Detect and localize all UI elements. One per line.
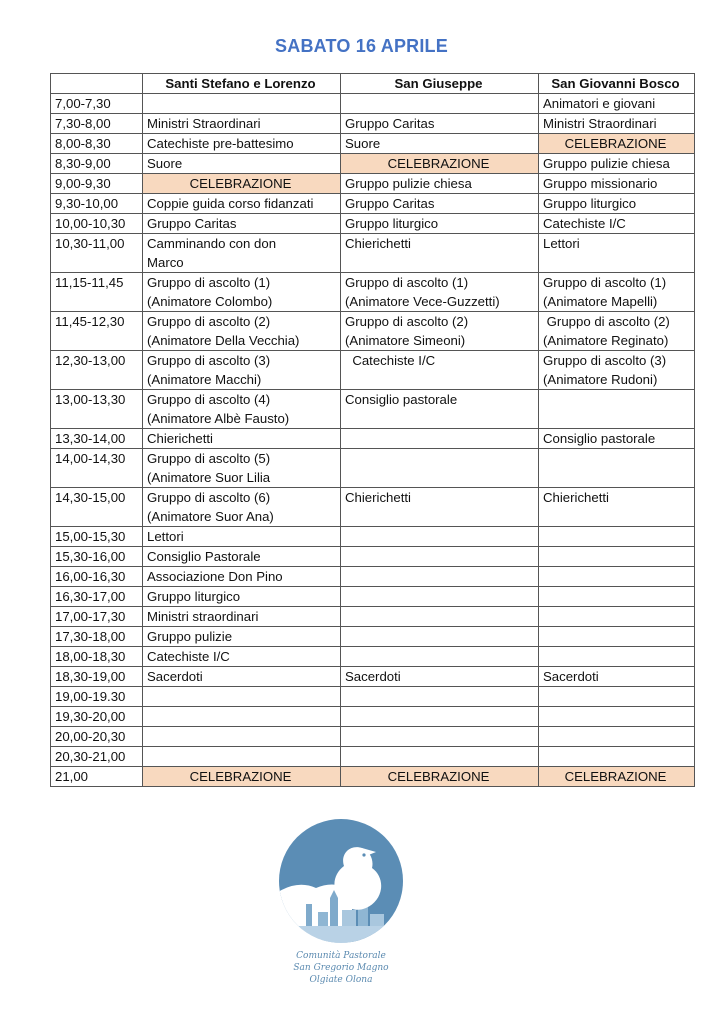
table-row: [51, 767, 695, 787]
schedule-cell: CELEBRAZIONE: [341, 767, 539, 787]
table-row: [51, 527, 695, 547]
schedule-cell: [539, 449, 695, 488]
time-slot: 18,30-19,00: [51, 667, 143, 687]
time-slot: 16,30-17,00: [51, 587, 143, 607]
schedule-cell: [143, 94, 341, 114]
time-slot: 17,30-18,00: [51, 627, 143, 647]
time-slot: 7,00-7,30: [51, 94, 143, 114]
schedule-cell: Gruppo Caritas: [341, 194, 539, 214]
time-slot: 10,30-11,00: [51, 234, 143, 273]
schedule-cell: [341, 587, 539, 607]
time-slot: 20,30-21,00: [51, 747, 143, 767]
time-slot: 19,30-20,00: [51, 707, 143, 727]
time-slot: 7,30-8,00: [51, 114, 143, 134]
page-title: SABATO 16 APRILE: [275, 36, 448, 56]
schedule-body: [51, 94, 695, 787]
time-slot: 11,45-12,30: [51, 312, 143, 351]
table-row: [51, 429, 695, 449]
schedule-cell: Gruppo di ascolto (4) (Animatore Albè Fausto): [143, 390, 341, 429]
time-slot: 16,00-16,30: [51, 567, 143, 587]
header-row: [51, 74, 695, 94]
schedule-cell: Sacerdoti: [143, 667, 341, 687]
schedule-cell: [341, 647, 539, 667]
table-row: [51, 154, 695, 174]
schedule-cell: CELEBRAZIONE: [143, 767, 341, 787]
schedule-cell: [539, 547, 695, 567]
schedule-cell: Suore: [143, 154, 341, 174]
schedule-cell: [341, 687, 539, 707]
time-slot: 8,00-8,30: [51, 134, 143, 154]
time-slot: 12,30-13,00: [51, 351, 143, 390]
table-row: [51, 547, 695, 567]
schedule-cell: [341, 527, 539, 547]
time-slot: 14,00-14,30: [51, 449, 143, 488]
schedule-cell: Ministri straordinari: [143, 607, 341, 627]
table-row: [51, 312, 695, 351]
header-san-giovanni-bosco: San Giovanni Bosco: [539, 74, 695, 94]
schedule-cell: Consiglio Pastorale: [143, 547, 341, 567]
time-slot: 15,00-15,30: [51, 527, 143, 547]
schedule-cell: [539, 587, 695, 607]
schedule-cell: Gruppo liturgico: [143, 587, 341, 607]
time-slot: 17,00-17,30: [51, 607, 143, 627]
schedule-cell: Chierichetti: [143, 429, 341, 449]
schedule-cell: [539, 747, 695, 767]
time-slot: 15,30-16,00: [51, 547, 143, 567]
schedule-cell: Gruppo missionario: [539, 174, 695, 194]
schedule-cell: [539, 607, 695, 627]
table-row: [51, 351, 695, 390]
table-row: [51, 647, 695, 667]
schedule-cell: Animatori e giovani: [539, 94, 695, 114]
schedule-cell: Ministri Straordinari: [143, 114, 341, 134]
table-row: [51, 449, 695, 488]
table-row: [51, 667, 695, 687]
table-row: [51, 747, 695, 767]
schedule-cell: Gruppo liturgico: [539, 194, 695, 214]
table-row: [51, 234, 695, 273]
logo-line-town: Olgiate Olona: [309, 975, 373, 985]
table-row: [51, 174, 695, 194]
schedule-cell: [539, 527, 695, 547]
schedule-table: [50, 73, 695, 787]
schedule-cell: Consiglio pastorale: [539, 429, 695, 449]
table-row: [51, 587, 695, 607]
time-slot: 9,30-10,00: [51, 194, 143, 214]
schedule-cell: Chierichetti: [539, 488, 695, 527]
logo-caption: [270, 950, 412, 986]
schedule-cell: Gruppo pulizie: [143, 627, 341, 647]
schedule-cell: Gruppo Caritas: [341, 114, 539, 134]
schedule-cell: Catechiste I/C: [341, 351, 539, 390]
schedule-cell: [341, 547, 539, 567]
schedule-cell: [341, 747, 539, 767]
schedule-cell: Chierichetti: [341, 234, 539, 273]
schedule-cell: Gruppo Caritas: [143, 214, 341, 234]
time-slot: 21,00: [51, 767, 143, 787]
schedule-cell: [341, 449, 539, 488]
schedule-cell: Gruppo di ascolto (1) (Animatore Mapelli): [539, 273, 695, 312]
header-santi-stefano-lorenzo: Santi Stefano e Lorenzo: [143, 74, 341, 94]
time-slot: 13,30-14,00: [51, 429, 143, 449]
schedule-cell: Gruppo di ascolto (6) (Animatore Suor Ana): [143, 488, 341, 527]
schedule-cell: Gruppo di ascolto (3) (Animatore Macchi): [143, 351, 341, 390]
table-row: [51, 627, 695, 647]
schedule-cell: Catechiste pre-battesimo: [143, 134, 341, 154]
schedule-cell: [539, 567, 695, 587]
table-row: [51, 194, 695, 214]
schedule-cell: Camminando con don Marco: [143, 234, 341, 273]
table-row: [51, 727, 695, 747]
schedule-cell: Lettori: [143, 527, 341, 547]
header-time: [51, 74, 143, 94]
schedule-cell: [539, 707, 695, 727]
schedule-cell: [341, 727, 539, 747]
schedule-cell: Gruppo di ascolto (1) (Animatore Vece-Guzzetti): [341, 273, 539, 312]
table-row: [51, 94, 695, 114]
schedule-cell: CELEBRAZIONE: [341, 154, 539, 174]
schedule-cell: [539, 627, 695, 647]
schedule-cell: Coppie guida corso fidanzati: [143, 194, 341, 214]
table-row: [51, 214, 695, 234]
schedule-header: [51, 74, 695, 94]
schedule-cell: [341, 567, 539, 587]
table-row: [51, 687, 695, 707]
header-san-giuseppe: San Giuseppe: [341, 74, 539, 94]
schedule-cell: Catechiste I/C: [143, 647, 341, 667]
time-slot: 18,00-18,30: [51, 647, 143, 667]
schedule-cell: [143, 687, 341, 707]
schedule-cell: Suore: [341, 134, 539, 154]
schedule-cell: Lettori: [539, 234, 695, 273]
schedule-cell: Associazione Don Pino: [143, 567, 341, 587]
schedule-cell: Gruppo di ascolto (2) (Animatore Della Vecchia): [143, 312, 341, 351]
time-slot: 19,00-19.30: [51, 687, 143, 707]
time-slot: 11,15-11,45: [51, 273, 143, 312]
schedule-cell: Gruppo di ascolto (2) (Animatore Simeoni): [341, 312, 539, 351]
table-row: [51, 114, 695, 134]
table-row: [51, 390, 695, 429]
schedule-cell: Sacerdoti: [539, 667, 695, 687]
time-slot: 10,00-10,30: [51, 214, 143, 234]
time-slot: 14,30-15,00: [51, 488, 143, 527]
table-row: [51, 567, 695, 587]
schedule-cell: [341, 707, 539, 727]
schedule-cell: [341, 429, 539, 449]
schedule-cell: Gruppo di ascolto (2) (Animatore Reginato): [539, 312, 695, 351]
schedule-cell: Catechiste I/C: [539, 214, 695, 234]
schedule-cell: CELEBRAZIONE: [143, 174, 341, 194]
schedule-cell: [539, 727, 695, 747]
schedule-cell: [539, 647, 695, 667]
schedule-cell: [143, 727, 341, 747]
logo-line-community: Comunità Pastorale: [296, 951, 386, 961]
logo-line-name: San Gregorio Magno: [293, 963, 389, 973]
table-row: [51, 707, 695, 727]
schedule-cell: [341, 607, 539, 627]
table-row: [51, 134, 695, 154]
schedule-cell: Ministri Straordinari: [539, 114, 695, 134]
time-slot: 9,00-9,30: [51, 174, 143, 194]
time-slot: 20,00-20,30: [51, 727, 143, 747]
schedule-cell: Gruppo di ascolto (5) (Animatore Suor Lilia: [143, 449, 341, 488]
time-slot: 13,00-13,30: [51, 390, 143, 429]
schedule-cell: [341, 627, 539, 647]
schedule-cell: CELEBRAZIONE: [539, 767, 695, 787]
schedule-cell: Gruppo pulizie chiesa: [539, 154, 695, 174]
schedule-cell: [143, 747, 341, 767]
schedule-cell: Gruppo di ascolto (3) (Animatore Rudoni): [539, 351, 695, 390]
table-row: [51, 607, 695, 627]
schedule-cell: [143, 707, 341, 727]
table-row: [51, 488, 695, 527]
table-row: [51, 273, 695, 312]
dove-over-town-logo: [278, 818, 404, 944]
schedule-cell: Consiglio pastorale: [341, 390, 539, 429]
time-slot: 8,30-9,00: [51, 154, 143, 174]
schedule-cell: CELEBRAZIONE: [539, 134, 695, 154]
schedule-cell: Gruppo di ascolto (1) (Animatore Colombo): [143, 273, 341, 312]
schedule-cell: [539, 390, 695, 429]
schedule-cell: Sacerdoti: [341, 667, 539, 687]
schedule-cell: Gruppo liturgico: [341, 214, 539, 234]
schedule-cell: [341, 94, 539, 114]
schedule-cell: Chierichetti: [341, 488, 539, 527]
schedule-cell: [539, 687, 695, 707]
schedule-cell: Gruppo pulizie chiesa: [341, 174, 539, 194]
